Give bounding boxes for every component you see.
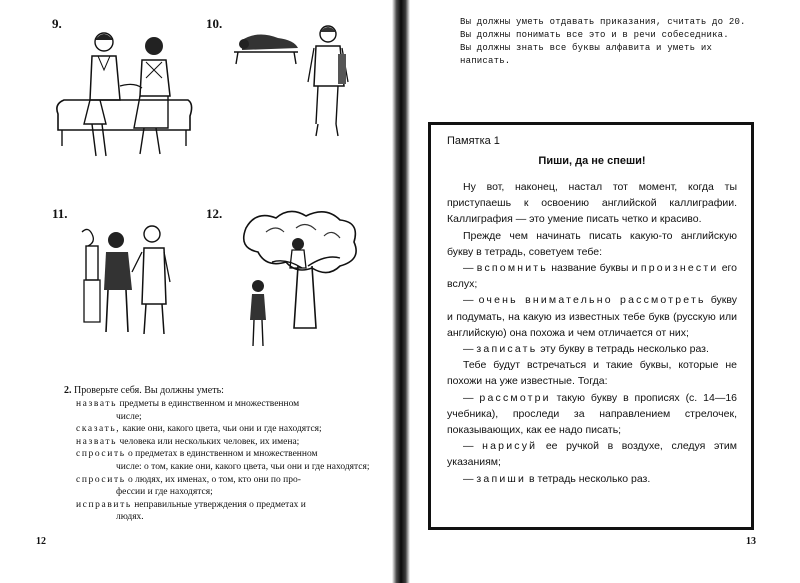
page-number-right: 13 bbox=[746, 536, 756, 547]
memo-paragraph: Тебе будут встречаться и такие буквы, которые не похожи на уже известные. Тогда: bbox=[447, 359, 737, 388]
memo-body bbox=[447, 179, 737, 487]
list-item: исправить неправильные утверждения о предметах и людях. bbox=[76, 499, 306, 523]
exercise-number: 2. bbox=[64, 385, 72, 396]
list-item: сказать, какие они, какого цвета, чьи они и где находятся; bbox=[76, 424, 322, 435]
picture-number-12: 12. bbox=[206, 206, 223, 221]
goal-line: Вы должны знать все буквы алфавита и уметь их написать. bbox=[460, 43, 713, 66]
list-item: назвать человека или нескольких человек, их имена; bbox=[76, 436, 300, 447]
picture-number-11: 11. bbox=[52, 206, 68, 221]
memo-box bbox=[428, 122, 754, 530]
list-item: — записать эту букву в тетрадь несколько раз. bbox=[463, 343, 709, 356]
list-item: — запиши в тетрадь несколько раз. bbox=[463, 472, 651, 485]
list-item: назвать предметы в единственном и множественном числе; bbox=[76, 399, 300, 422]
memo-paragraph: Прежде чем начинать писать какую-то английскую букву в тетрадь, советуем тебе: bbox=[447, 229, 737, 258]
memo-label: Памятка 1 bbox=[447, 135, 500, 147]
illustration-two-men-talking bbox=[78, 222, 188, 342]
left-page bbox=[0, 0, 392, 583]
page-number-left: 12 bbox=[36, 536, 46, 547]
list-item: — нарисуй ее ручкой в воздухе, следуя этим указаниям; bbox=[447, 440, 738, 469]
list-item: — вспомнить название буквы и произнести его вслух; bbox=[447, 262, 737, 291]
list-item: спросить о предметах в единственном и множественном числе: о том, какие они, какого цвета, чьи они и где находятся; bbox=[76, 449, 370, 472]
book-spine-gutter bbox=[392, 0, 410, 583]
list-item: спросить о людях, их именах, о том, кто они по про- фессии и где находятся; bbox=[76, 474, 301, 498]
right-page bbox=[410, 0, 800, 583]
memo-title: Пиши, да не спеши! bbox=[538, 155, 646, 167]
illustration-woman-and-lying-figure bbox=[228, 24, 368, 154]
illustration-girl-and-boy-in-tree bbox=[236, 208, 366, 358]
illustration-two-women-on-bench bbox=[50, 26, 195, 161]
picture-number-10: 10. bbox=[206, 16, 223, 31]
goal-line: Вы должны понимать все это и в речи собеседника. bbox=[460, 30, 729, 40]
list-item: — очень внимательно рассмотреть букву и подумать, на какую из известных тебе букв (русскую или английскую) она похожа и чем отличается от них; bbox=[447, 294, 737, 339]
goal-line: Вы должны уметь отдавать приказания, считать до 20. bbox=[460, 17, 746, 27]
memo-paragraph: Ну вот, наконец, настал тот момент, когда ты приступаешь к освоению английской каллиграфии. Каллиграфия — это умение писать четко и красиво. bbox=[447, 181, 737, 226]
exercise-skills-list bbox=[76, 398, 376, 524]
picture-number-9: 9. bbox=[52, 16, 62, 31]
exercise-heading bbox=[64, 384, 384, 397]
list-item: — рассмотри такую букву в прописях (с. 14—16 учебника), проследи за направлением стрелочек, показывающих, как ее надо писать; bbox=[447, 391, 737, 437]
learning-goals bbox=[460, 16, 760, 68]
exercise-heading-text: Проверьте себя. Вы должны уметь: bbox=[74, 385, 224, 396]
